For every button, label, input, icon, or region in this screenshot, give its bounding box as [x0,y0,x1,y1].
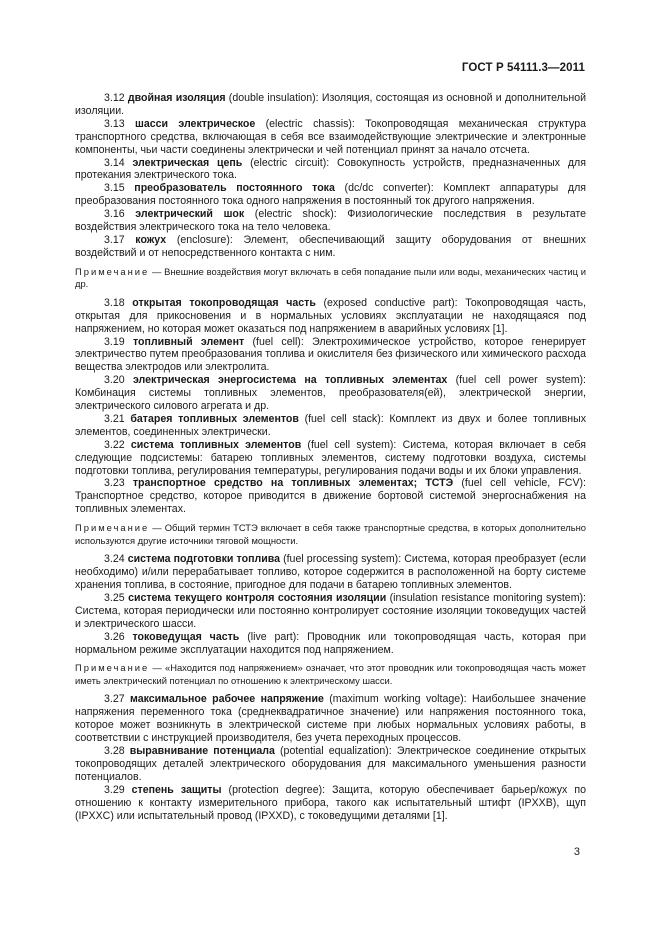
term-entry-3-13: 3.13 шасси электрическое (electric chassis): Токопроводящая механическая структура транспортного средства, включающая в себя все взаимодействующие электрические и электронные компоненты, чьи части соединены электрически и чей потенциал принят за начало отсчета. [75,117,586,156]
document-header: ГОСТ Р 54111.3—2011 [461,62,585,74]
term-entry-3-12: 3.12 двойная изоляция (double insulation): Изоляция, состоящая из основной и дополнительной изоляции. [75,92,587,117]
note-label: Примечание [75,662,150,674]
note-2: Примечание — Общий термин ТСТЭ включает в себя также транспортные средства, в которых дополнительно используются другие источники тяговой мощности. [75,522,586,546]
note-label: Примечание [75,522,150,534]
term-entry-3-19: 3.19 топливный элемент (fuel cell): Электрохимическое устройство, которое генерирует электричество путем преобразования топлива и окислителя без физического или химического расхода вещества электродов или электролита. [75,335,586,374]
term-entry-3-23: 3.23 транспортное средство на топливных элементах; ТСТЭ (fuel cell vehicle, FCV): Транспортное средство, которое приводится в движение бортовой системой энергоснабжения на топливных элементах. [75,477,586,516]
term: электрический шок [135,208,245,221]
term: степень защиты [131,783,222,796]
term: система текущего контроля состояния изоляции [128,591,387,604]
page-number: 3 [573,846,580,858]
term-entry-3-26: 3.26 токоведущая часть (live part): Проводник или токопроводящая часть, которая при нормальном режиме эксплуатации находится под напряжением. [75,630,586,656]
term-entry-3-14: 3.14 электрическая цепь (electric circuit): Совокупность устройств, предназначенных для протекания электрического тока. [75,156,586,182]
term: шасси электрическое [135,117,256,130]
term-entry-3-18: 3.18 открытая токопроводящая часть (exposed conductive part): Токопроводящая часть, открытая для прикосновения и в нормальных условиях эксплуатации не находящаяся под напряжением, но которая может оказаться под напряжением в аварийных условиях [1]. [75,296,587,335]
note-label: Примечание [75,265,150,277]
term-entry-3-20: 3.20 электрическая энергосистема на топливных элементах (fuel cell power system): Комбинация системы топливных элементов, преобразователя(ей), электрической энергии, электрического силового агрегата и др. [75,374,586,413]
term-entry-3-28: 3.28 выравнивание потенциала (potential equalization): Электрическое соединение открытых токопроводящих деталей электрического оборудования для максимального уменьшения разности потенциалов. [75,745,586,783]
term: открытая токопроводящая часть [132,296,316,309]
term: батарея топливных элементов [130,412,299,425]
term: кожух [135,233,167,246]
term-entry-3-22: 3.22 система топливных элементов (fuel cell system): Система, которая включает в себя следующие подсистемы: батарею топливных элементов, систему подготовки воздуха, системы подготовки топлива, регулирования температуры, регулирования подачи воды и их блоки управления. [75,438,586,477]
note-1: Примечание — Внешние воздействия могут включать в себя попадание пыли или воды, механических частиц и др. [75,265,586,290]
term: двойная изоляция [127,92,226,104]
term-entry-3-15: 3.15 преобразователь постоянного тока (dc/dc converter): Комплект аппаратуры для преобразования постоянного тока одного напряжения в постоянный ток другого напряжения. [75,182,586,208]
term: электрическая цепь [132,156,243,169]
term-entry-3-16: 3.16 электрический шок (electric shock): Физиологические последствия в результате воздействия электрического тока на тело человека. [75,208,586,234]
term: система топливных элементов [130,438,302,451]
term: система подготовки топлива [127,553,280,566]
term-entry-3-21: 3.21 батарея топливных элементов (fuel cell stack): Комплект из двух и более топливных элементов, соединенных электрически. [75,412,586,438]
term: преобразователь постоянного тока [134,182,335,195]
term-entry-3-29: 3.29 степень защиты (protection degree): Защита, которую обеспечивает барьер/кожух по отношению к контакту измерительного прибора, такого как испытательный штифт (IPXXB), щуп (IPXXC) или испытательный провод (IPXXD), с токоведущими деталями [1]. [75,783,586,822]
term: максимальное рабочее напряжение [130,693,324,706]
term: токоведущая часть [132,630,240,643]
term-entry-3-24: 3.24 система подготовки топлива (fuel processing system): Система, которая преобразует (если необходимо) и/или перерабатывает топливо, которое содержится в расположенной на борту системе хранения топлива, в состояние, пригодное для подачи в батарею топливных элементов. [75,553,586,591]
term: электрическая энергосистема на топливных элементах [132,374,448,387]
term: выравнивание потенциала [129,745,275,758]
term: топливный элемент [132,335,245,348]
terms-section [75,92,586,823]
term-entry-3-17: 3.17 кожух (enclosure): Элемент, обеспечивающий защиту оборудования от внешних воздействий и от непосредственного контакта с ним. [75,233,586,259]
note-3: Примечание — «Находится под напряжением» означает, что этот проводник или токопроводящая часть может иметь электрический потенциал по отношению к электрическому шасси. [75,662,586,686]
term-entry-3-27: 3.27 максимальное рабочее напряжение (maximum working voltage): Наибольшее значение напряжения переменного тока (среднеквадратичное значение) или напряжения постоянного тока, которое может возникнуть в электрической системе при любых нормальных условиях работы, в соответствии с инструкцией производителя, без учета переходных процессов. [75,693,586,745]
term: транспортное средство на топливных элементах; ТСТЭ [132,477,454,490]
term-entry-3-25: 3.25 система текущего контроля состояния изоляции (insulation resistance monitoring system): Система, которая периодически или постоянно контролирует состояние изоляции токоведущих частей и электрического шасси. [75,591,586,630]
